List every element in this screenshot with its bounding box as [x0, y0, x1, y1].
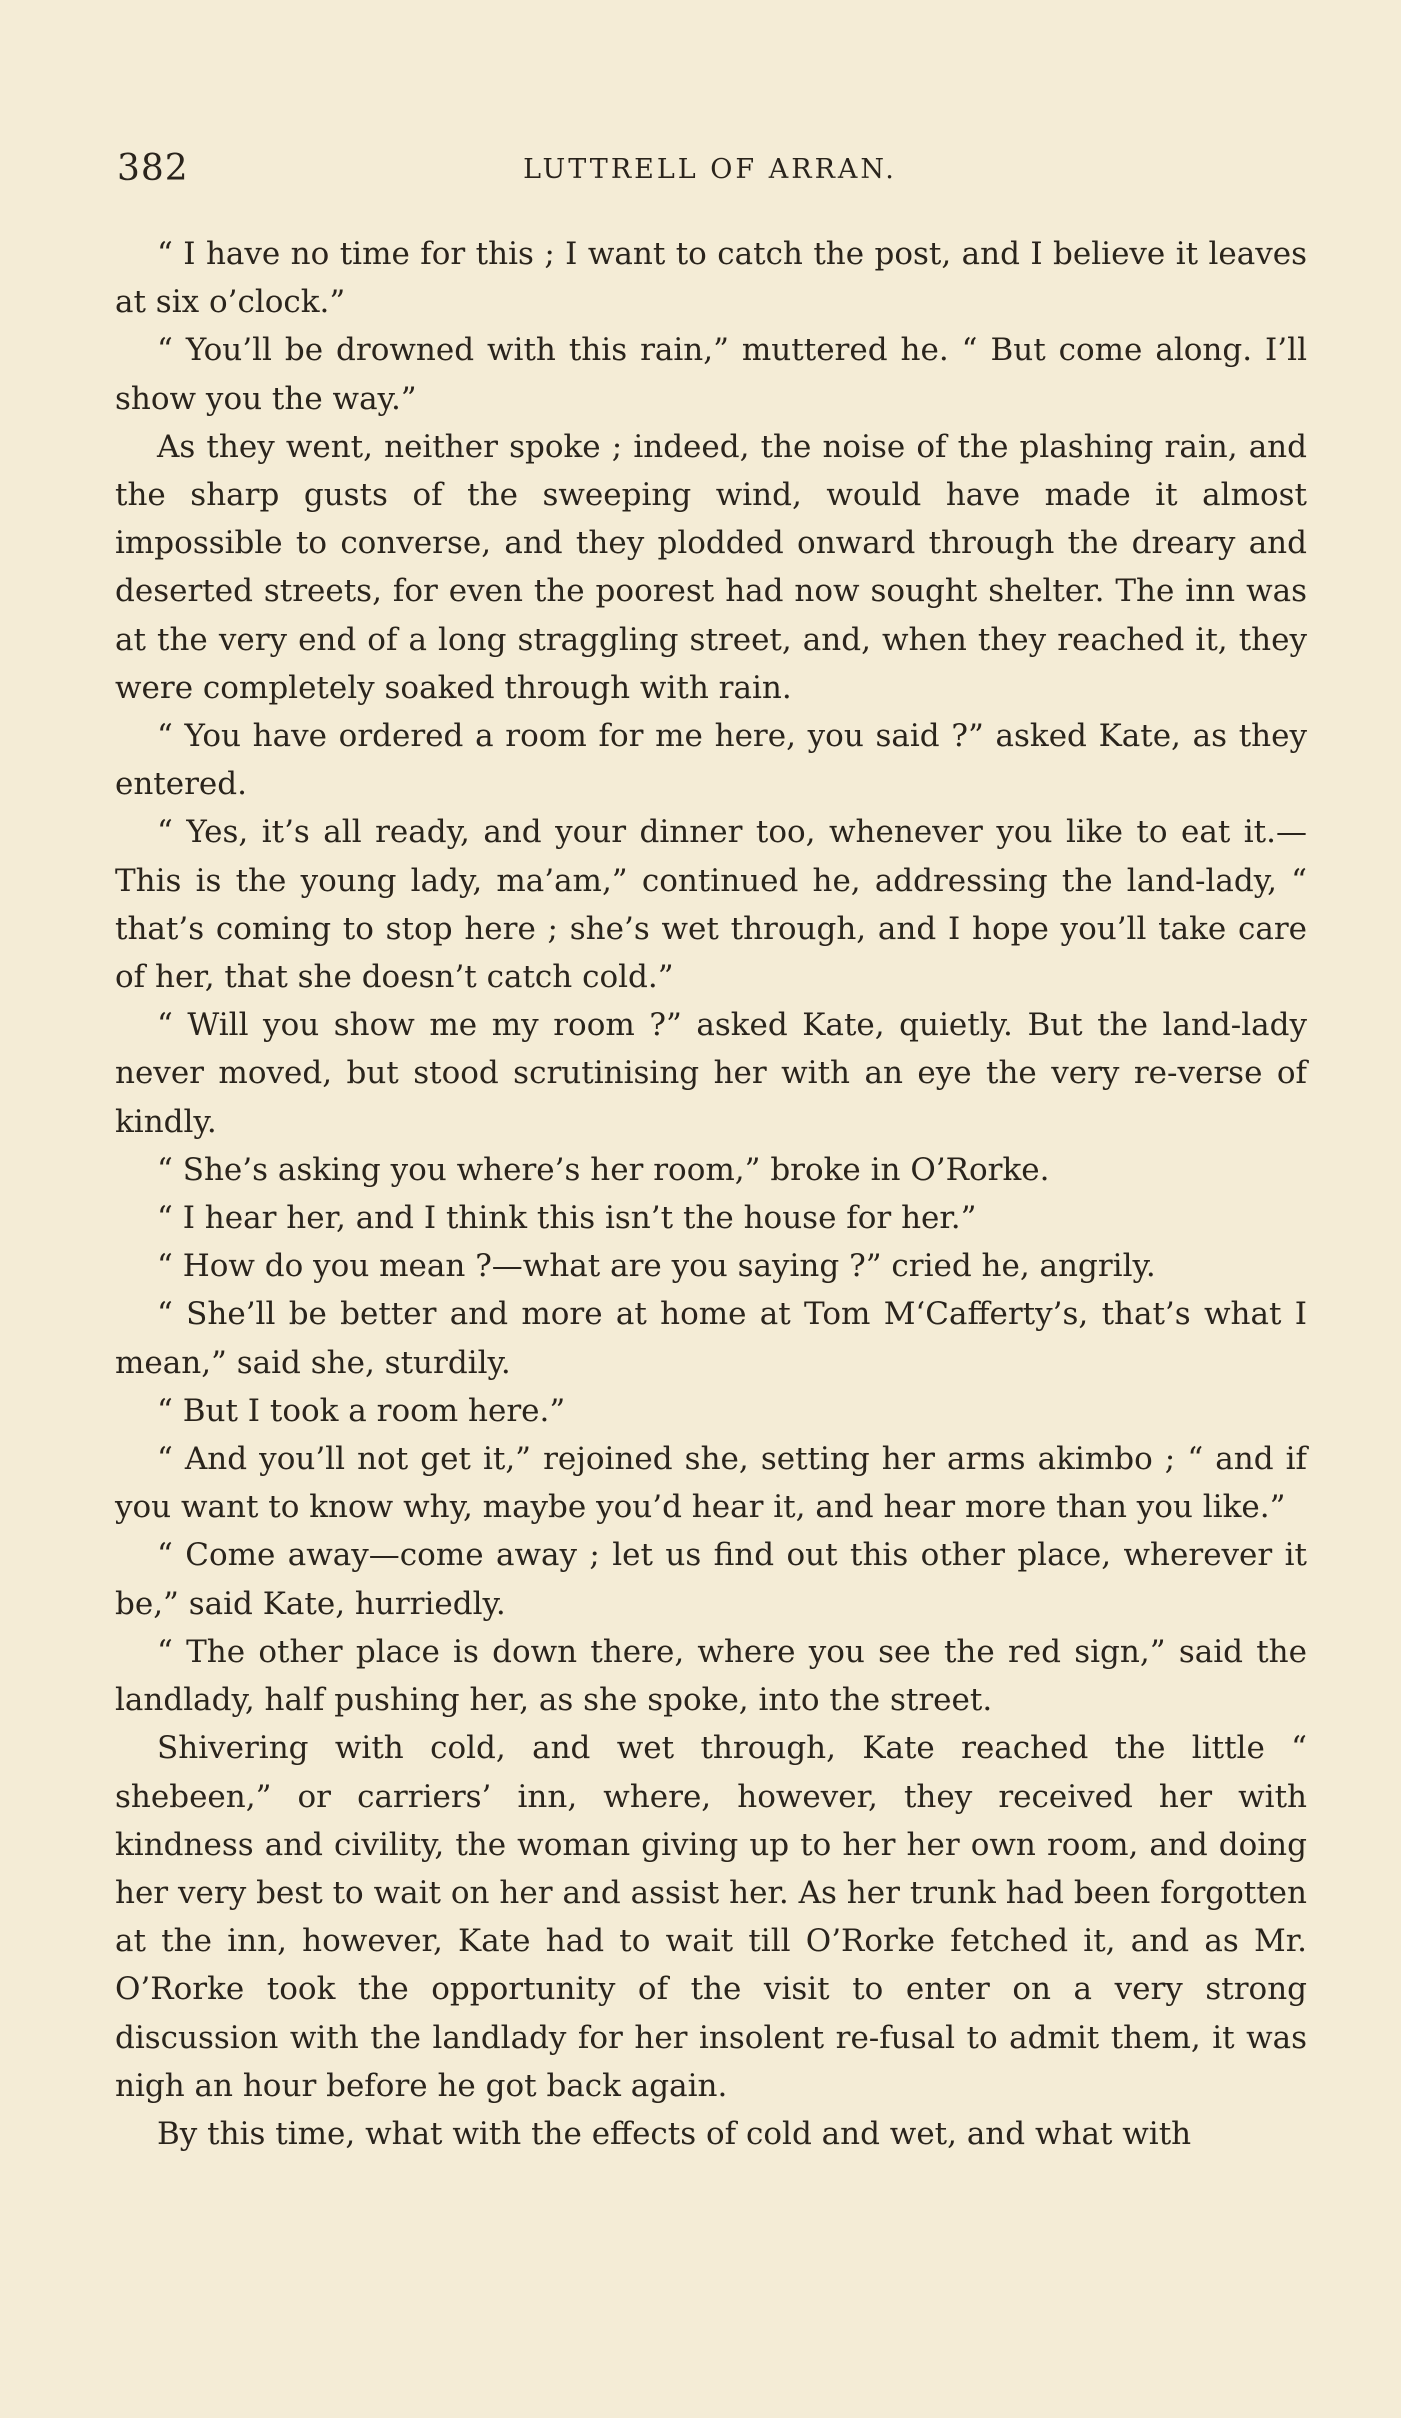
- paragraph: “ She’s asking you where’s her room,” broke in O’Rorke.: [157, 1151, 1050, 1188]
- paragraph: “ Will you show me my room ?” asked Kate, quietly. But the land-lady never moved, but stood scrutinising her with an eye the very re-verse of kindly.: [115, 1007, 1307, 1140]
- page-header: [117, 148, 1303, 198]
- paragraph: “ The other place is down there, where you see the red sign,” said the landlady, half pushing her, as she spoke, into the street.: [115, 1633, 1307, 1719]
- paragraph: “ I have no time for this ; I want to catch the post, and I believe it leaves at six o’clock.”: [115, 236, 1307, 321]
- paragraph: By this time, what with the effects of cold and wet, and what with: [157, 2115, 1192, 2152]
- paragraph: “ You have ordered a room for me here, you said ?” asked Kate, as they entered.: [115, 718, 1307, 803]
- paragraph: As they went, neither spoke ; indeed, the noise of the plashing rain, and the sharp gusts of the sweeping wind, would have made it almost impossible to converse, and they plodded onward through the dreary and deserted streets, for even the poorest had now sought shelter. The inn was at the very end of a long straggling street, and, when they reached it, they were completely soaked through with rain.: [115, 428, 1307, 706]
- paragraph: “ She’ll be better and more at home at Tom M‘Cafferty’s, that’s what I mean,” said she, sturdily.: [115, 1296, 1307, 1381]
- paragraph: “ I hear her, and I think this isn’t the house for her.”: [157, 1200, 977, 1237]
- paragraph: “ How do you mean ?—what are you saying ?” cried he, angrily.: [157, 1248, 1156, 1285]
- body-text: [115, 230, 1307, 2158]
- paragraph: “ You’ll be drowned with this rain,” muttered he. “ But come along. I’ll show you the way.”: [115, 332, 1307, 417]
- paragraph: “ Come away—come away ; let us find out this other place, wherever it be,” said Kate, hurriedly.: [115, 1537, 1307, 1622]
- running-title: LUTTRELL OF ARRAN.: [523, 154, 897, 185]
- page-number: 382: [117, 148, 189, 189]
- paragraph: Shivering with cold, and wet through, Kate reached the little “ shebeen,” or carriers’ inn, where, however, they received her with kindness and civility, the woman giving up to her her own room, and doing her very best to wait on her and assist her. As her trunk had been forgotten at the inn, however, Kate had to wait till O’Rorke fetched it, and as Mr. O’Rorke took the opportunity of the visit to enter on a very strong discussion with the landlady for her insolent re-fusal to admit them, it was nigh an hour before he got back again.: [115, 1730, 1307, 2104]
- paragraph: “ And you’ll not get it,” rejoined she, setting her arms akimbo ; “ and if you want to know why, maybe you’d hear it, and hear more than you like.”: [115, 1441, 1307, 1526]
- paragraph: “ Yes, it’s all ready, and your dinner too, whenever you like to eat it.—This is the young lady, ma’am,” continued he, addressing the land-lady, “ that’s coming to stop here ; she’s wet through, and I hope you’ll take care of her, that she doesn’t catch cold.”: [115, 814, 1307, 996]
- paragraph: “ But I took a room here.”: [157, 1392, 566, 1429]
